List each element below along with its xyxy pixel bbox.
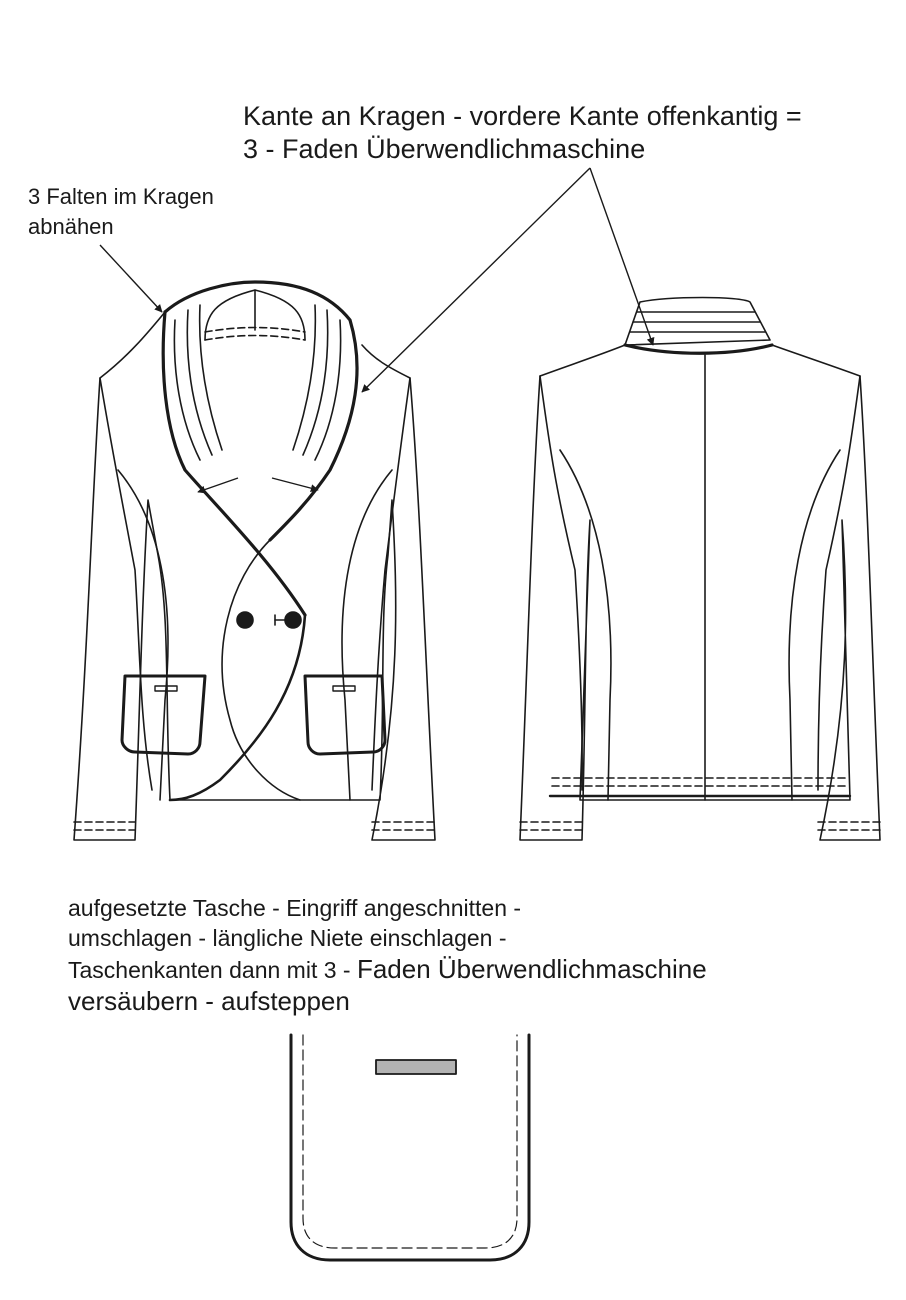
pocket-line-2: umschlagen - längliche Niete einschlagen - <box>68 925 507 951</box>
collar-pleats-line-2: abnähen <box>28 214 114 239</box>
back-cuff-stitch-left <box>520 822 582 830</box>
pocket-line-3a: Taschenkanten dann mit 3 - <box>68 957 357 983</box>
pocket-rivet <box>376 1060 456 1074</box>
pocket-line-3b: Faden Überwendlichmaschine <box>356 954 707 984</box>
back-sleeve-seam-left <box>540 376 582 790</box>
arrow-pleat-right <box>272 478 318 490</box>
leader-collar-front <box>362 168 590 392</box>
pocket-line-4: versäubern - aufsteppen <box>68 986 350 1016</box>
collar-pleats-left <box>174 305 222 460</box>
front-princess-seam-right <box>342 470 392 800</box>
front-cuff-stitch-left <box>74 822 135 830</box>
collar-edge-annotation <box>243 100 802 166</box>
front-closing-curve <box>170 615 305 800</box>
pocket-line-3 <box>68 953 707 985</box>
front-cuff-stitch-right <box>372 822 435 830</box>
leader-pleats <box>100 245 162 312</box>
back-collar-stitch <box>630 312 765 332</box>
front-sleeve-seam-right <box>372 378 410 790</box>
jacket-front-view <box>74 282 435 840</box>
collar-pleats-right <box>293 305 341 460</box>
back-princess-seam-right <box>789 450 840 800</box>
pocket-line-1: aufgesetzte Tasche - Eingriff angeschnitten - <box>68 895 522 921</box>
jacket-back-view <box>520 298 880 841</box>
button-right <box>285 612 301 628</box>
collar-pleats-annotation <box>28 182 214 242</box>
shawl-collar-outline <box>163 312 305 615</box>
front-body-outline <box>74 312 435 840</box>
pocket-detail <box>291 1035 529 1260</box>
collar-pleats-line-1: 3 Falten im Kragen <box>28 184 214 209</box>
collar-edge-line-2: 3 - Faden Überwendlichmaschine <box>243 134 646 164</box>
back-cuff-stitch-right <box>818 822 880 830</box>
back-body-outline <box>520 345 880 840</box>
collar-edge-line-1: Kante an Kragen - vordere Kante offenkantig = <box>243 101 802 131</box>
button-left <box>237 612 253 628</box>
pocket-annotation <box>68 893 707 1017</box>
leader-collar-back <box>590 168 653 345</box>
front-underlap-curve <box>222 540 300 800</box>
back-hem-stitch <box>552 778 848 786</box>
back-collar-edge <box>625 345 772 353</box>
arrow-pleat-left <box>198 478 238 492</box>
